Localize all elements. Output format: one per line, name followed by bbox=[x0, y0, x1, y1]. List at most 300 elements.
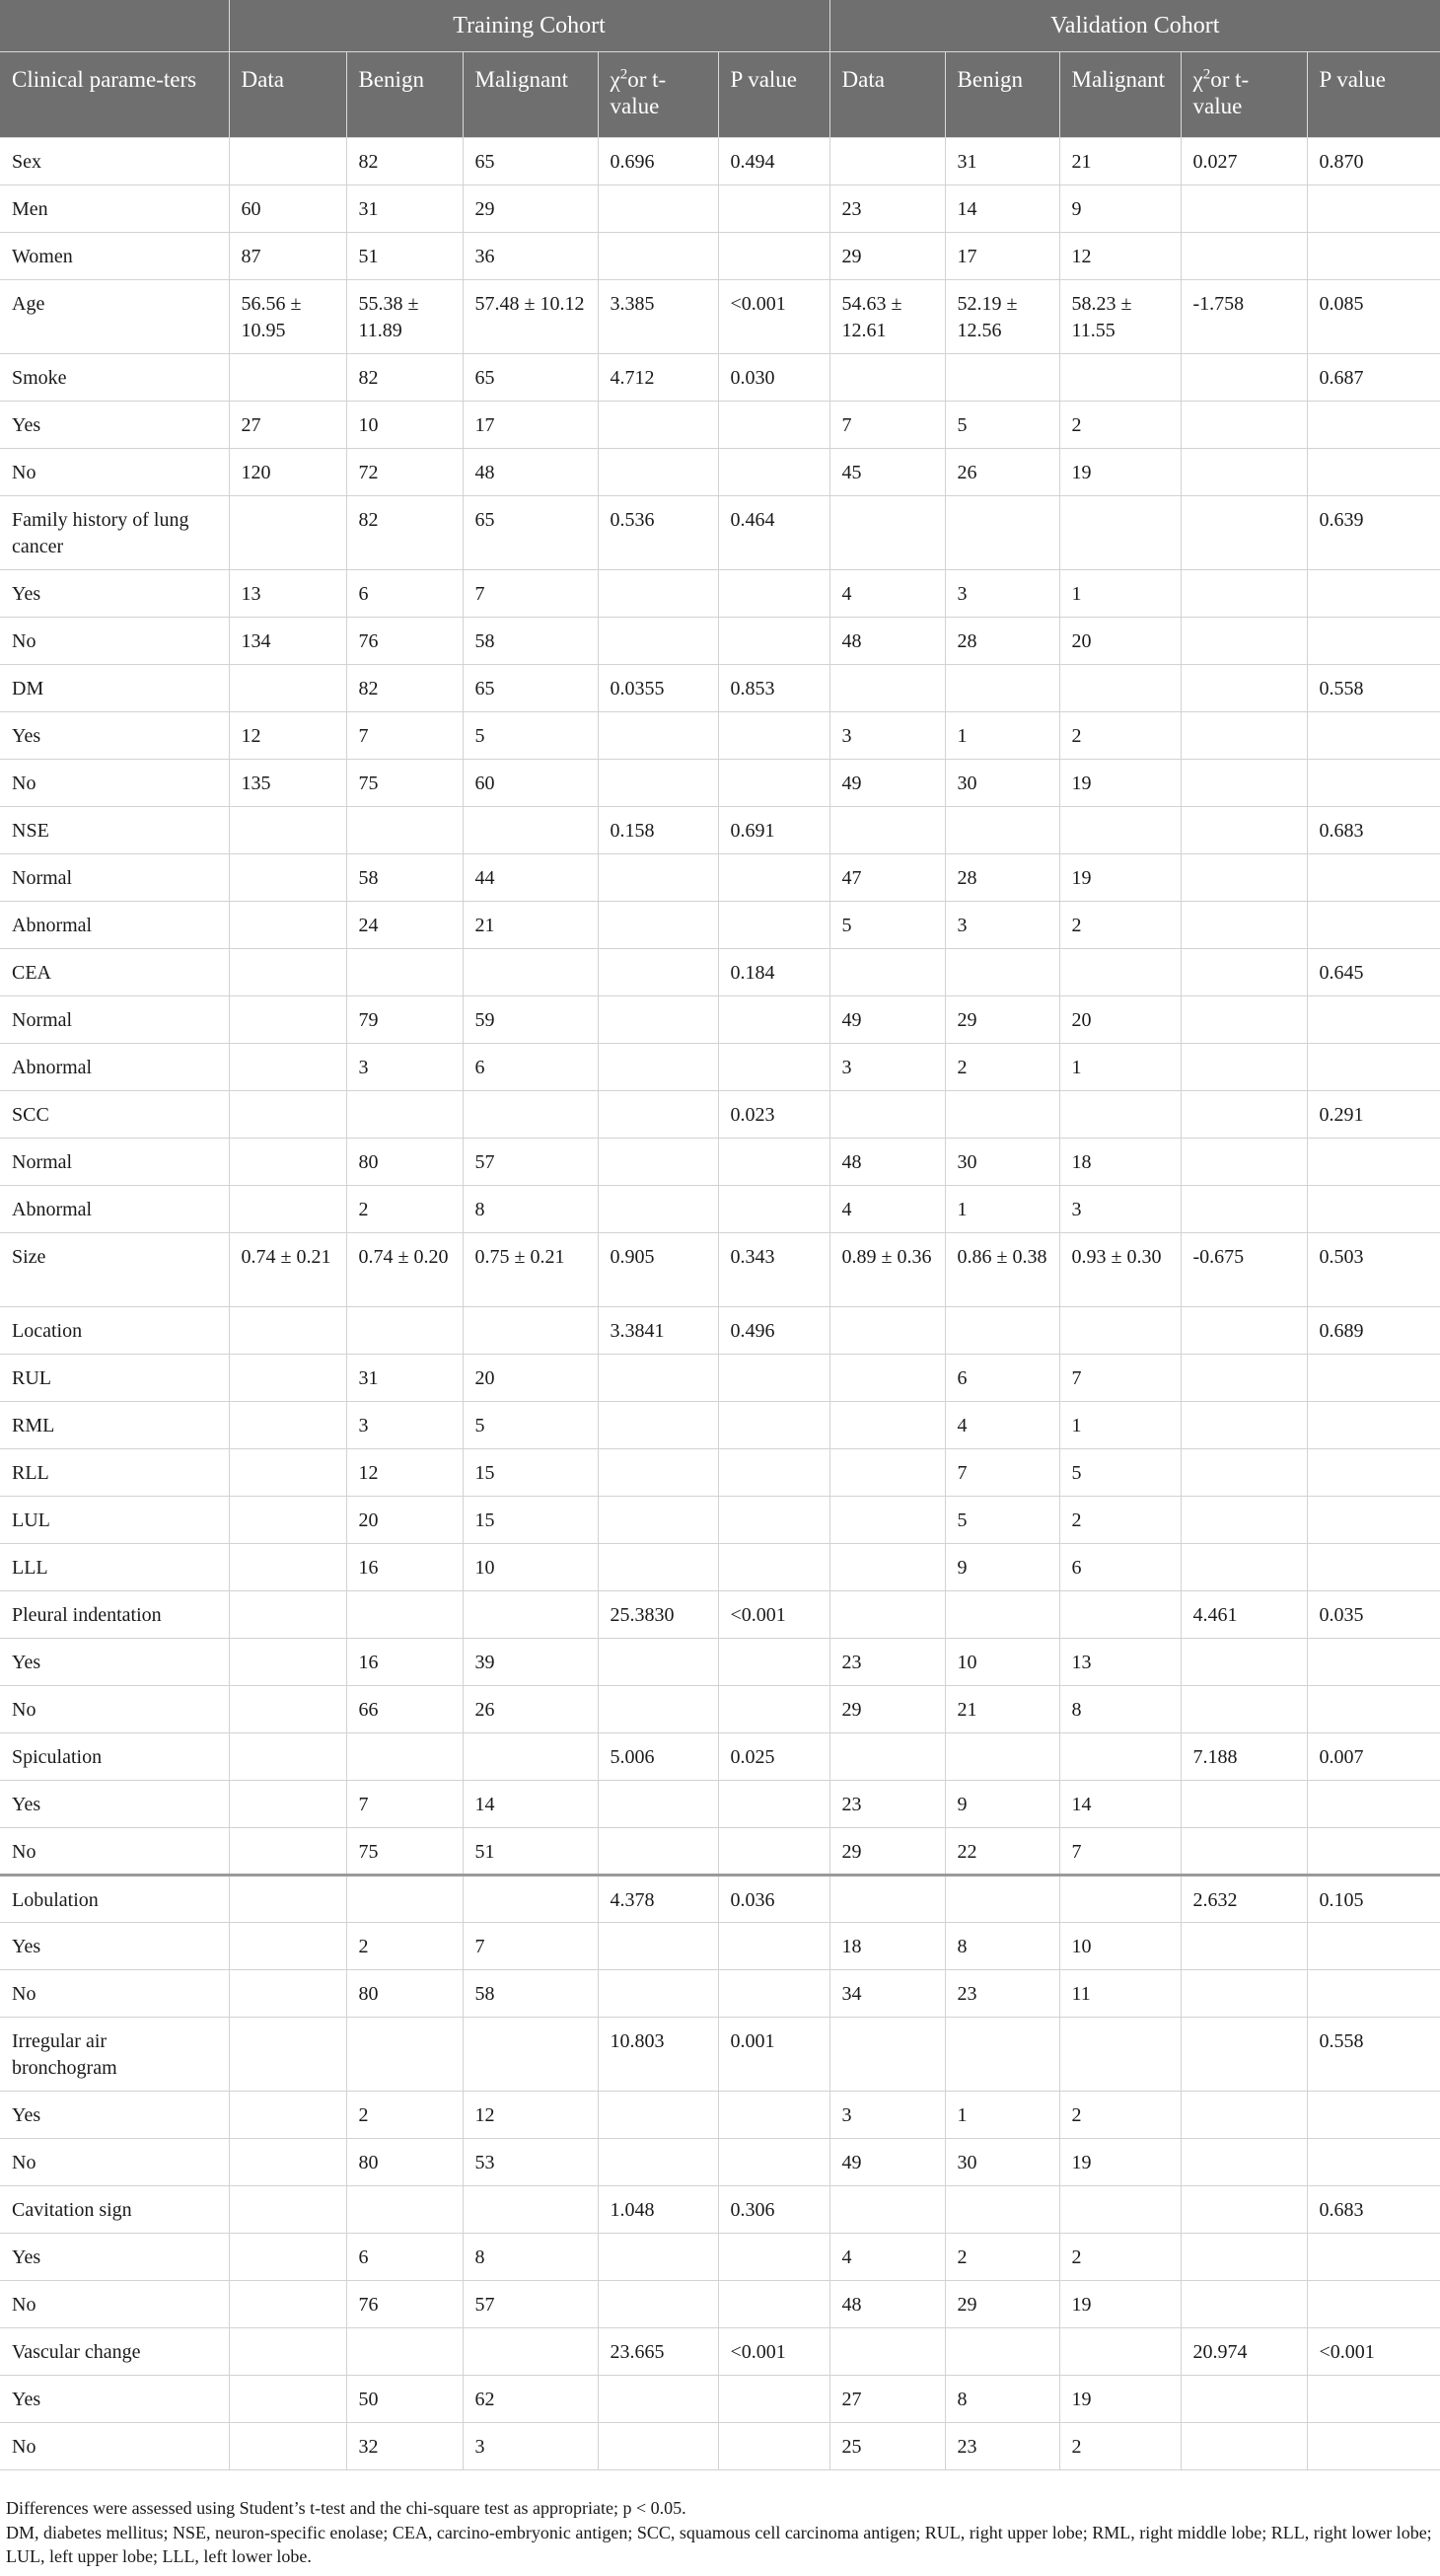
validation-malignant-cell bbox=[1059, 665, 1181, 712]
validation-p-value-text: 0.558 bbox=[1319, 678, 1364, 699]
training-malignant-text: 15 bbox=[474, 1462, 495, 1484]
training-statistic-text: 4.712 bbox=[610, 367, 655, 389]
training-statistic-cell bbox=[598, 2092, 718, 2139]
training-malignant-text: 5 bbox=[474, 1415, 485, 1436]
validation-benign-text bbox=[958, 1877, 1047, 1887]
validation-benign-cell bbox=[945, 1091, 1059, 1139]
parameter-cell bbox=[0, 1402, 229, 1449]
validation-benign-cell bbox=[945, 2376, 1059, 2423]
training-statistic-cell bbox=[598, 665, 718, 712]
training-p-value-cell bbox=[718, 1449, 829, 1497]
validation-benign-text: 30 bbox=[957, 1151, 977, 1173]
training-statistic-text bbox=[611, 1828, 706, 1839]
validation-p-value-text bbox=[1320, 902, 1429, 913]
parameter-cell bbox=[0, 138, 229, 185]
training-benign-cell bbox=[346, 1091, 463, 1139]
validation-benign-text: 2 bbox=[957, 2246, 968, 2268]
training-data-cell bbox=[229, 807, 346, 854]
validation-statistic-text bbox=[1193, 570, 1295, 581]
validation-benign-text: 14 bbox=[957, 198, 977, 220]
validation-data-text: 7 bbox=[841, 414, 852, 436]
validation-malignant-cell bbox=[1059, 496, 1181, 570]
validation-statistic-text bbox=[1193, 712, 1295, 723]
validation-malignant-cell bbox=[1059, 1828, 1181, 1876]
training-p-value-text bbox=[731, 1044, 818, 1055]
validation-statistic-text bbox=[1193, 996, 1295, 1007]
training-p-value-text: <0.001 bbox=[730, 2341, 786, 2363]
table-row bbox=[0, 185, 1440, 233]
training-malignant-text: 6 bbox=[474, 1057, 485, 1078]
training-p-value-cell bbox=[718, 570, 829, 618]
training-statistic-text bbox=[611, 1091, 706, 1102]
validation-malignant-text: 2 bbox=[1071, 2436, 1082, 2458]
training-p-value-text bbox=[731, 402, 818, 412]
validation-p-value-cell bbox=[1307, 2376, 1440, 2423]
training-statistic-cell bbox=[598, 354, 718, 402]
training-malignant-cell bbox=[463, 2376, 598, 2423]
validation-malignant-cell bbox=[1059, 2281, 1181, 2328]
training-benign-text: 6 bbox=[358, 583, 369, 605]
validation-statistic-text: 20.974 bbox=[1192, 2341, 1248, 2363]
training-benign-cell bbox=[346, 2281, 463, 2328]
training-statistic-cell bbox=[598, 1781, 718, 1828]
training-statistic-cell bbox=[598, 1402, 718, 1449]
validation-data-text: 34 bbox=[841, 1983, 862, 2005]
validation-data-text: 25 bbox=[841, 2436, 862, 2458]
training-data-text bbox=[242, 2328, 334, 2339]
validation-statistic-cell bbox=[1181, 2018, 1307, 2092]
training-benign-text: 3 bbox=[358, 1057, 369, 1078]
validation-p-value-text bbox=[1320, 2281, 1429, 2292]
validation-malignant-cell bbox=[1059, 1733, 1181, 1781]
parameter-text: Normal bbox=[12, 1151, 73, 1173]
validation-benign-text: 3 bbox=[957, 915, 968, 936]
validation-benign-text bbox=[958, 949, 1047, 960]
training-p-value-cell bbox=[718, 2234, 829, 2281]
training-p-value-cell bbox=[718, 1402, 829, 1449]
training-malignant-text: 51 bbox=[474, 1841, 495, 1863]
parameter-text: RML bbox=[12, 1415, 55, 1436]
training-benign-text: 7 bbox=[358, 725, 369, 747]
validation-p-value-text: 0.870 bbox=[1319, 151, 1364, 173]
validation-p-value-text bbox=[1320, 1044, 1429, 1055]
training-p-value-text bbox=[731, 1186, 818, 1197]
validation-p-value-cell bbox=[1307, 996, 1440, 1044]
validation-statistic-text bbox=[1193, 807, 1295, 818]
validation-malignant-cell bbox=[1059, 1044, 1181, 1091]
validation-statistic-text bbox=[1193, 1307, 1295, 1318]
validation-p-value-text: 0.035 bbox=[1319, 1604, 1364, 1626]
chi-rest: or t-value bbox=[1192, 67, 1250, 118]
training-statistic-cell bbox=[598, 496, 718, 570]
training-malignant-cell bbox=[463, 1686, 598, 1733]
training-malignant-cell bbox=[463, 1591, 598, 1639]
validation-p-value-cell bbox=[1307, 1876, 1440, 1923]
training-p-value-cell bbox=[718, 449, 829, 496]
training-statistic-text bbox=[611, 2139, 706, 2150]
training-malignant-cell bbox=[463, 665, 598, 712]
validation-malignant-text: 6 bbox=[1071, 1557, 1082, 1579]
training-benign-cell bbox=[346, 496, 463, 570]
training-malignant-text: 15 bbox=[474, 1509, 495, 1531]
parameter-text: No bbox=[12, 1699, 36, 1721]
validation-p-value-cell bbox=[1307, 760, 1440, 807]
validation-malignant-text: 18 bbox=[1071, 1151, 1092, 1173]
training-statistic-cell bbox=[598, 2139, 718, 2186]
table-row bbox=[0, 996, 1440, 1044]
validation-malignant-cell bbox=[1059, 1970, 1181, 2018]
validation-benign-cell bbox=[945, 1876, 1059, 1923]
training-benign-text: 72 bbox=[358, 462, 379, 483]
training-benign-text: 66 bbox=[358, 1699, 379, 1721]
parameter-cell bbox=[0, 2281, 229, 2328]
validation-statistic-cell bbox=[1181, 1591, 1307, 1639]
parameter-text: Vascular change bbox=[12, 2341, 141, 2363]
training-malignant-cell bbox=[463, 1733, 598, 1781]
parameter-text: Spiculation bbox=[12, 1746, 103, 1768]
parameter-text: Size bbox=[12, 1246, 46, 1268]
training-p-value-cell bbox=[718, 2139, 829, 2186]
validation-p-value-cell bbox=[1307, 2234, 1440, 2281]
training-statistic-text bbox=[611, 902, 706, 913]
training-p-value-cell bbox=[718, 760, 829, 807]
training-p-value-text bbox=[731, 1923, 818, 1934]
training-benign-cell bbox=[346, 1497, 463, 1544]
training-data-cell bbox=[229, 2423, 346, 2470]
training-data-cell bbox=[229, 1923, 346, 1970]
training-data-cell bbox=[229, 402, 346, 449]
validation-statistic-cell bbox=[1181, 949, 1307, 996]
validation-malignant-cell bbox=[1059, 233, 1181, 280]
training-statistic-cell bbox=[598, 1186, 718, 1233]
parameter-text: Pleural indentation bbox=[12, 1604, 162, 1626]
validation-data-text: 27 bbox=[841, 2389, 862, 2410]
validation-malignant-text: 20 bbox=[1071, 1009, 1092, 1031]
table-row bbox=[0, 280, 1440, 354]
training-data-cell bbox=[229, 2281, 346, 2328]
validation-statistic-cell bbox=[1181, 1828, 1307, 1876]
training-malignant-cell bbox=[463, 1639, 598, 1686]
training-p-value-text: 0.306 bbox=[730, 2199, 775, 2221]
training-benign-cell bbox=[346, 1402, 463, 1449]
validation-data-text bbox=[842, 2018, 933, 2028]
training-p-value-text bbox=[731, 2092, 818, 2102]
validation-benign-cell bbox=[945, 138, 1059, 185]
training-data-text: 12 bbox=[241, 725, 261, 747]
validation-statistic-text: -0.675 bbox=[1192, 1246, 1245, 1268]
validation-malignant-cell bbox=[1059, 949, 1181, 996]
training-benign-cell bbox=[346, 2376, 463, 2423]
training-malignant-cell bbox=[463, 1402, 598, 1449]
training-statistic-cell bbox=[598, 1544, 718, 1591]
validation-data-text bbox=[842, 1591, 933, 1602]
training-malignant-text: 5 bbox=[474, 725, 485, 747]
training-statistic-text bbox=[611, 2234, 706, 2245]
validation-data-text bbox=[842, 1355, 933, 1365]
training-data-cell bbox=[229, 1781, 346, 1828]
validation-malignant-text: 8 bbox=[1071, 1699, 1082, 1721]
header-blank bbox=[0, 0, 229, 52]
parameter-text: Normal bbox=[12, 1009, 73, 1031]
training-benign-cell bbox=[346, 233, 463, 280]
parameter-text: Abnormal bbox=[12, 1057, 93, 1078]
validation-data-text: 48 bbox=[841, 2294, 862, 2316]
table-row bbox=[0, 1781, 1440, 1828]
validation-benign-cell bbox=[945, 807, 1059, 854]
validation-p-value-cell bbox=[1307, 354, 1440, 402]
validation-p-value-text bbox=[1320, 1686, 1429, 1697]
training-p-value-cell bbox=[718, 2376, 829, 2423]
parameter-text: Yes bbox=[12, 1652, 41, 1673]
validation-data-cell bbox=[829, 1355, 945, 1402]
validation-statistic-text: 7.188 bbox=[1192, 1746, 1238, 1768]
validation-statistic-cell bbox=[1181, 1355, 1307, 1402]
validation-malignant-text bbox=[1072, 807, 1169, 818]
chi-symbol: χ bbox=[1192, 67, 1203, 92]
validation-malignant-text bbox=[1072, 1591, 1169, 1602]
training-benign-text: 82 bbox=[358, 367, 379, 389]
validation-benign-text: 29 bbox=[957, 1009, 977, 1031]
chi-superscript: 2 bbox=[619, 66, 628, 83]
parameter-cell bbox=[0, 2328, 229, 2376]
validation-statistic-text bbox=[1193, 1044, 1295, 1055]
training-data-text bbox=[242, 996, 334, 1007]
training-benign-text bbox=[359, 1591, 451, 1602]
parameter-cell bbox=[0, 712, 229, 760]
validation-statistic-cell bbox=[1181, 1497, 1307, 1544]
training-benign-text bbox=[359, 807, 451, 818]
validation-malignant-cell bbox=[1059, 1876, 1181, 1923]
training-statistic-cell bbox=[598, 449, 718, 496]
training-p-value-cell bbox=[718, 138, 829, 185]
validation-p-value-cell bbox=[1307, 1044, 1440, 1091]
validation-data-text: 29 bbox=[841, 246, 862, 267]
training-p-value-cell bbox=[718, 2423, 829, 2470]
training-benign-text: 20 bbox=[358, 1509, 379, 1531]
parameter-cell bbox=[0, 496, 229, 570]
training-statistic-cell bbox=[598, 1591, 718, 1639]
validation-data-cell bbox=[829, 280, 945, 354]
training-malignant-text bbox=[475, 2186, 586, 2197]
validation-malignant-text: 2 bbox=[1071, 2104, 1082, 2126]
parameter-cell bbox=[0, 1544, 229, 1591]
validation-malignant-cell bbox=[1059, 712, 1181, 760]
training-data-text bbox=[242, 2186, 334, 2197]
validation-statistic-cell bbox=[1181, 1449, 1307, 1497]
col-clinical-parameters: Clinical parame-ters bbox=[0, 52, 229, 138]
training-statistic-cell bbox=[598, 280, 718, 354]
training-p-value-text: 0.691 bbox=[730, 820, 775, 842]
validation-malignant-text: 12 bbox=[1071, 246, 1092, 267]
validation-benign-cell bbox=[945, 1497, 1059, 1544]
training-data-cell bbox=[229, 2139, 346, 2186]
validation-statistic-cell bbox=[1181, 1091, 1307, 1139]
parameter-text: No bbox=[12, 2436, 36, 2458]
validation-data-cell bbox=[829, 1923, 945, 1970]
table-row bbox=[0, 1497, 1440, 1544]
validation-statistic-cell bbox=[1181, 2281, 1307, 2328]
table-row bbox=[0, 570, 1440, 618]
validation-benign-text: 30 bbox=[957, 2152, 977, 2173]
validation-benign-cell bbox=[945, 402, 1059, 449]
validation-statistic-text bbox=[1193, 665, 1295, 676]
training-malignant-cell bbox=[463, 2328, 598, 2376]
validation-malignant-text: 19 bbox=[1071, 2152, 1092, 2173]
training-malignant-cell bbox=[463, 354, 598, 402]
validation-benign-text: 26 bbox=[957, 462, 977, 483]
validation-benign-cell bbox=[945, 2281, 1059, 2328]
parameter-text: Men bbox=[12, 198, 48, 220]
validation-data-cell bbox=[829, 1544, 945, 1591]
training-malignant-text: 12 bbox=[474, 2104, 495, 2126]
validation-p-value-cell bbox=[1307, 1828, 1440, 1876]
validation-benign-text: 29 bbox=[957, 2294, 977, 2316]
training-data-cell bbox=[229, 1307, 346, 1355]
training-malignant-text: 8 bbox=[474, 2246, 485, 2268]
training-benign-cell bbox=[346, 570, 463, 618]
training-p-value-text bbox=[731, 1402, 818, 1413]
training-p-value-text bbox=[731, 1781, 818, 1792]
training-benign-cell bbox=[346, 2186, 463, 2234]
footnote-methods: Differences were assessed using Student’s t-test and the chi-square test as appropriate; p < 0.05. bbox=[6, 2498, 686, 2518]
chi-symbol: χ bbox=[610, 67, 620, 92]
parameter-text: SCC bbox=[12, 1104, 49, 1126]
training-data-cell bbox=[229, 1449, 346, 1497]
training-benign-cell bbox=[346, 760, 463, 807]
validation-statistic-text bbox=[1193, 2376, 1295, 2387]
training-benign-cell bbox=[346, 1828, 463, 1876]
parameter-text: No bbox=[12, 2152, 36, 2173]
table-body bbox=[0, 138, 1440, 2470]
validation-p-value-cell bbox=[1307, 2328, 1440, 2376]
training-benign-cell bbox=[346, 949, 463, 996]
training-statistic-cell bbox=[598, 949, 718, 996]
parameter-text: Yes bbox=[12, 725, 41, 747]
validation-p-value-cell bbox=[1307, 949, 1440, 996]
training-statistic-cell bbox=[598, 1044, 718, 1091]
training-benign-text: 16 bbox=[358, 1652, 379, 1673]
table-row bbox=[0, 496, 1440, 570]
training-statistic-cell bbox=[598, 1686, 718, 1733]
validation-statistic-text bbox=[1193, 496, 1295, 507]
table-row bbox=[0, 449, 1440, 496]
validation-data-text: 23 bbox=[841, 198, 862, 220]
parameter-cell bbox=[0, 1733, 229, 1781]
training-p-value-cell bbox=[718, 807, 829, 854]
training-benign-cell bbox=[346, 1044, 463, 1091]
validation-data-cell bbox=[829, 665, 945, 712]
validation-statistic-cell bbox=[1181, 2186, 1307, 2234]
validation-malignant-text: 11 bbox=[1071, 1983, 1091, 2005]
validation-p-value-text bbox=[1320, 2139, 1429, 2150]
training-data-cell bbox=[229, 138, 346, 185]
validation-benign-cell bbox=[945, 712, 1059, 760]
table-row bbox=[0, 1591, 1440, 1639]
training-malignant-text: 44 bbox=[474, 867, 495, 889]
table-row bbox=[0, 2092, 1440, 2139]
training-statistic-cell bbox=[598, 2423, 718, 2470]
training-data-cell bbox=[229, 1591, 346, 1639]
validation-p-value-text bbox=[1320, 1781, 1429, 1792]
training-p-value-cell bbox=[718, 996, 829, 1044]
training-statistic-cell bbox=[598, 2328, 718, 2376]
table-row bbox=[0, 1307, 1440, 1355]
validation-benign-text: 23 bbox=[957, 1983, 977, 2005]
training-benign-text: 80 bbox=[358, 2152, 379, 2173]
parameter-text: Lobulation bbox=[12, 1889, 99, 1911]
validation-data-cell bbox=[829, 138, 945, 185]
training-statistic-text bbox=[611, 233, 706, 244]
training-statistic-cell bbox=[598, 1828, 718, 1876]
validation-data-cell bbox=[829, 2281, 945, 2328]
validation-statistic-text bbox=[1193, 1497, 1295, 1508]
training-benign-text bbox=[359, 2328, 451, 2339]
training-malignant-cell bbox=[463, 570, 598, 618]
training-benign-cell bbox=[346, 2234, 463, 2281]
training-data-text: 60 bbox=[241, 198, 261, 220]
training-p-value-text: 0.853 bbox=[730, 678, 775, 699]
training-statistic-text: 0.536 bbox=[610, 509, 655, 531]
validation-statistic-text bbox=[1193, 618, 1295, 628]
training-data-text bbox=[242, 2423, 334, 2434]
validation-benign-text: 6 bbox=[957, 1367, 968, 1389]
validation-statistic-text bbox=[1193, 1544, 1295, 1555]
training-p-value-text: 0.343 bbox=[730, 1246, 775, 1268]
validation-statistic-text bbox=[1193, 1828, 1295, 1839]
col-training-statistic bbox=[598, 52, 718, 138]
training-benign-text: 2 bbox=[358, 1936, 369, 1957]
training-statistic-text bbox=[611, 1449, 706, 1460]
validation-data-text bbox=[842, 1307, 933, 1318]
table-row bbox=[0, 1686, 1440, 1733]
validation-data-cell bbox=[829, 1233, 945, 1307]
training-statistic-text bbox=[611, 1497, 706, 1508]
training-p-value-text: 0.036 bbox=[730, 1889, 775, 1911]
training-p-value-text bbox=[731, 854, 818, 865]
validation-statistic-cell bbox=[1181, 354, 1307, 402]
training-malignant-cell bbox=[463, 996, 598, 1044]
validation-p-value-text bbox=[1320, 1970, 1429, 1981]
parameter-text: No bbox=[12, 462, 36, 483]
training-benign-text bbox=[359, 1091, 451, 1102]
validation-benign-text: 5 bbox=[957, 1509, 968, 1531]
validation-benign-text: 2 bbox=[957, 1057, 968, 1078]
validation-statistic-text bbox=[1193, 2281, 1295, 2292]
training-malignant-text: 65 bbox=[474, 151, 495, 173]
training-statistic-text bbox=[611, 760, 706, 771]
training-benign-cell bbox=[346, 2423, 463, 2470]
training-data-text: 134 bbox=[241, 630, 271, 652]
validation-statistic-text: 2.632 bbox=[1192, 1889, 1238, 1911]
validation-benign-cell bbox=[945, 1781, 1059, 1828]
parameter-text: Yes bbox=[12, 1794, 41, 1815]
training-statistic-text bbox=[611, 1139, 706, 1149]
validation-data-cell bbox=[829, 1591, 945, 1639]
validation-statistic-cell bbox=[1181, 1233, 1307, 1307]
validation-statistic-text bbox=[1193, 185, 1295, 196]
parameter-cell bbox=[0, 570, 229, 618]
validation-statistic-cell bbox=[1181, 996, 1307, 1044]
validation-data-text: 18 bbox=[841, 1936, 862, 1957]
validation-statistic-text bbox=[1193, 854, 1295, 865]
training-malignant-cell bbox=[463, 1970, 598, 2018]
validation-malignant-text: 13 bbox=[1071, 1652, 1092, 1673]
validation-data-cell bbox=[829, 1402, 945, 1449]
validation-statistic-text bbox=[1193, 2186, 1295, 2197]
validation-p-value-text: 0.085 bbox=[1319, 293, 1364, 315]
validation-data-cell bbox=[829, 949, 945, 996]
training-statistic-cell bbox=[598, 902, 718, 949]
